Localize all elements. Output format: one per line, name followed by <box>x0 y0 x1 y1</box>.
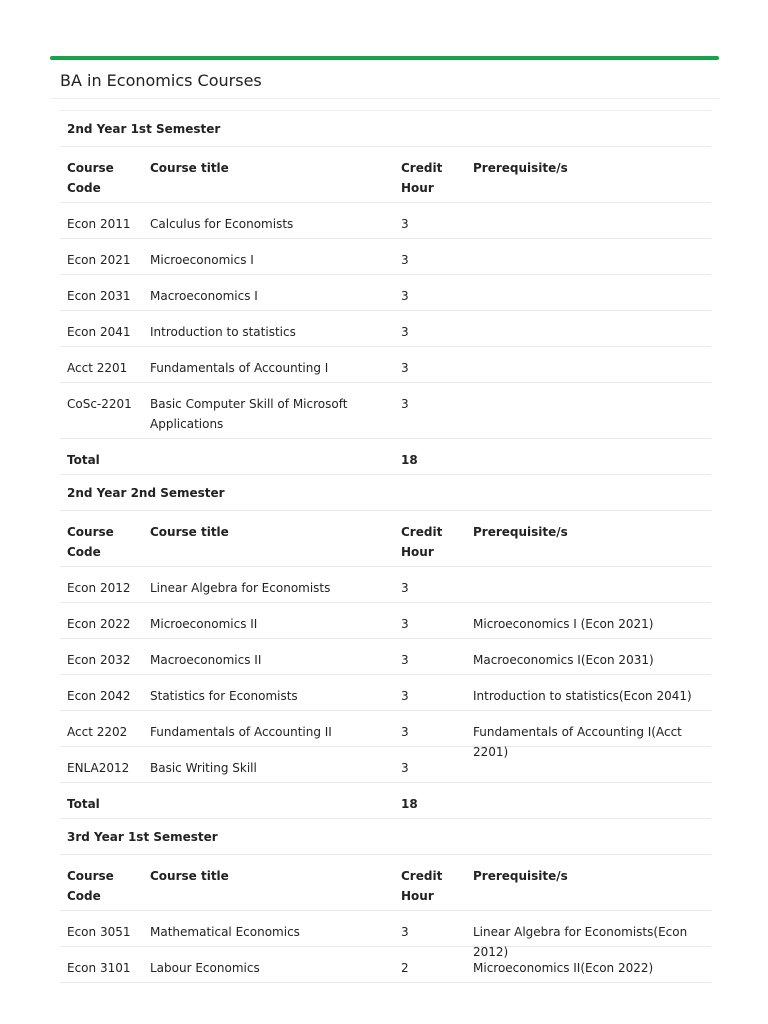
semester-heading: 2nd Year 2nd Semester <box>60 475 711 511</box>
prerequisite: Microeconomics II(Econ 2022) <box>473 961 654 975</box>
card-title: BA in Economics Courses <box>50 60 719 99</box>
course-title: Mathematical Economics <box>150 925 300 939</box>
course-code: ENLA2012 <box>67 761 130 775</box>
header-code: Course Code <box>67 869 114 903</box>
course-title: Microeconomics I <box>150 253 254 267</box>
table-row <box>60 747 711 783</box>
credit-hour: 3 <box>401 289 409 303</box>
course-title: Macroeconomics I <box>150 289 258 303</box>
courses-table <box>60 110 711 983</box>
courses-card <box>50 56 719 975</box>
table-row <box>60 383 711 439</box>
credit-hour: 3 <box>401 653 409 667</box>
credit-hour: 3 <box>401 253 409 267</box>
course-title: Linear Algebra for Economists <box>150 581 331 595</box>
total-value: 18 <box>401 453 418 467</box>
table-row <box>60 911 711 959</box>
course-code: CoSc-2201 <box>67 397 132 411</box>
total-label: Total <box>67 797 100 811</box>
course-code: Econ 3101 <box>67 961 131 975</box>
credit-hour: 3 <box>401 725 409 739</box>
course-title: Basic Writing Skill <box>150 761 257 775</box>
course-code: Econ 2042 <box>67 689 131 703</box>
course-code: Econ 2011 <box>67 217 131 231</box>
header-credit: Credit Hour <box>401 869 443 903</box>
header-credit: Credit Hour <box>401 525 443 559</box>
credit-hour: 3 <box>401 325 409 339</box>
prerequisite: Microeconomics I (Econ 2021) <box>473 617 654 631</box>
credit-hour: 3 <box>401 761 409 775</box>
course-code: Econ 2022 <box>67 617 131 631</box>
course-title: Statistics for Economists <box>150 689 298 703</box>
course-title: Calculus for Economists <box>150 217 294 231</box>
table-row <box>60 567 711 603</box>
prerequisite: Introduction to statistics(Econ 2041) <box>473 689 692 703</box>
course-code: Acct 2202 <box>67 725 128 739</box>
credit-hour: 3 <box>401 217 409 231</box>
course-title: Labour Economics <box>150 961 260 975</box>
header-prereq: Prerequisite/s <box>473 869 568 883</box>
semester-heading: 2nd Year 1st Semester <box>60 110 711 147</box>
table-header <box>60 511 711 567</box>
header-credit: Credit Hour <box>401 161 443 195</box>
course-code: Econ 3051 <box>67 925 131 939</box>
header-prereq: Prerequisite/s <box>473 161 568 175</box>
prerequisite: Macroeconomics I(Econ 2031) <box>473 653 654 667</box>
header-title: Course title <box>150 525 229 539</box>
course-code: Econ 2021 <box>67 253 131 267</box>
table-header <box>60 147 711 203</box>
header-code: Course Code <box>67 525 114 559</box>
header-code: Course Code <box>67 161 114 195</box>
credit-hour: 3 <box>401 361 409 375</box>
course-title: Macroeconomics II <box>150 653 262 667</box>
table-row <box>60 347 711 383</box>
credit-hour: 3 <box>401 397 409 411</box>
course-title: Basic Computer Skill of Microsoft Applications <box>150 397 348 431</box>
credit-hour: 3 <box>401 617 409 631</box>
table-header <box>60 855 711 911</box>
credit-hour: 3 <box>401 689 409 703</box>
course-title: Fundamentals of Accounting I <box>150 361 329 375</box>
table-row <box>60 275 711 311</box>
table-row <box>60 603 711 639</box>
table-row <box>60 203 711 239</box>
total-label: Total <box>67 453 100 467</box>
table-row <box>60 239 711 275</box>
total-row <box>60 783 711 819</box>
course-title: Fundamentals of Accounting II <box>150 725 332 739</box>
table-row <box>60 711 711 759</box>
course-title: Microeconomics II <box>150 617 258 631</box>
table-row <box>60 947 711 983</box>
course-code: Econ 2012 <box>67 581 131 595</box>
header-title: Course title <box>150 161 229 175</box>
prerequisite: Fundamentals of Accounting I(Acct 2201) <box>473 725 682 759</box>
course-code: Econ 2041 <box>67 325 131 339</box>
header-prereq: Prerequisite/s <box>473 525 568 539</box>
course-title: Introduction to statistics <box>150 325 296 339</box>
table-row <box>60 639 711 675</box>
credit-hour: 2 <box>401 961 409 975</box>
total-value: 18 <box>401 797 418 811</box>
credit-hour: 3 <box>401 581 409 595</box>
table-row <box>60 675 711 711</box>
course-code: Econ 2032 <box>67 653 131 667</box>
total-row <box>60 439 711 475</box>
semester-heading: 3rd Year 1st Semester <box>60 819 711 855</box>
course-code: Acct 2201 <box>67 361 128 375</box>
course-code: Econ 2031 <box>67 289 131 303</box>
table-row <box>60 311 711 347</box>
credit-hour: 3 <box>401 925 409 939</box>
header-title: Course title <box>150 869 229 883</box>
prerequisite: Linear Algebra for Economists(Econ 2012) <box>473 925 688 959</box>
